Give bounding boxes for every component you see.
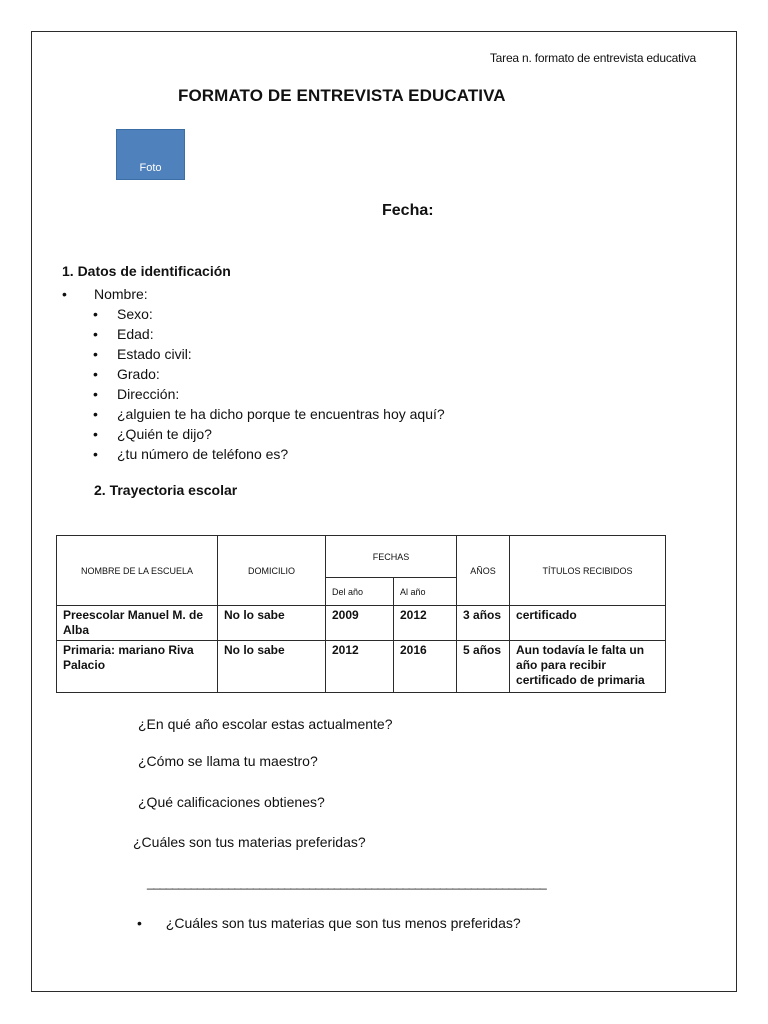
cell-to-year: 2016 <box>394 641 457 693</box>
header-school: NOMBRE DE LA ESCUELA <box>57 536 218 606</box>
question-least-favorite-subjects <box>137 915 521 931</box>
table-row <box>57 641 666 693</box>
question-teacher-name: ¿Cómo se llama tu maestro? <box>138 753 318 769</box>
table-row <box>57 606 666 641</box>
question-grades: ¿Qué calificaciones obtienes? <box>138 794 325 810</box>
section-1-title: 1. Datos de identificación <box>62 263 231 279</box>
list-item: • Grado: <box>93 364 445 384</box>
cell-titles: certificado <box>510 606 666 641</box>
cell-to-year: 2012 <box>394 606 457 641</box>
question-school-year: ¿En qué año escolar estas actualmente? <box>138 716 393 732</box>
cell-from-year: 2012 <box>326 641 394 693</box>
cell-school: Primaria: mariano Riva Palacio <box>57 641 218 693</box>
header-years: AÑOS <box>457 536 510 606</box>
answer-line: ________________________________________________________________ <box>147 875 546 890</box>
cell-address: No lo sabe <box>218 606 326 641</box>
bullet: • <box>137 915 142 931</box>
cell-address: No lo sabe <box>218 641 326 693</box>
list-item: • Edad: <box>93 324 445 344</box>
photo-placeholder <box>116 129 185 180</box>
date-label: Fecha: <box>382 202 434 219</box>
cell-years: 3 años <box>457 606 510 641</box>
question-text: ¿Cuáles son tus materias que son tus menos preferidas? <box>165 915 521 931</box>
question-favorite-subjects: ¿Cuáles son tus materias preferidas? <box>133 834 366 850</box>
list-item: • ¿tu número de teléfono es? <box>93 444 445 464</box>
cell-school: Preescolar Manuel M. de Alba <box>57 606 218 641</box>
list-item: • Estado civil: <box>93 344 445 364</box>
list-item-nombre: • Nombre: <box>62 284 148 304</box>
section-2-title: 2. Trayectoria escolar <box>94 482 238 498</box>
identification-sublist <box>93 304 445 464</box>
list-item: • ¿Quién te dijo? <box>93 424 445 444</box>
header-address: DOMICILIO <box>218 536 326 606</box>
cell-from-year: 2009 <box>326 606 394 641</box>
header-from-year: Del año <box>326 578 394 606</box>
header-dates: FECHAS <box>326 536 457 578</box>
header-to-year: Al año <box>394 578 457 606</box>
school-trajectory-table <box>56 535 666 693</box>
header-titles: TÍTULOS RECIBIDOS <box>510 536 666 606</box>
header-note: Tarea n. formato de entrevista educativa <box>489 51 696 65</box>
list-item: • Sexo: <box>93 304 445 324</box>
document-title: FORMATO DE ENTREVISTA EDUCATIVA <box>178 86 506 105</box>
list-item: • ¿alguien te ha dicho porque te encuentras hoy aquí? <box>93 404 445 424</box>
cell-years: 5 años <box>457 641 510 693</box>
cell-titles: Aun todavía le falta un año para recibir certificado de primaria <box>510 641 666 693</box>
document-page <box>31 31 737 992</box>
identification-list <box>62 284 148 304</box>
photo-label: Foto <box>139 162 162 174</box>
list-item: • Dirección: <box>93 384 445 404</box>
